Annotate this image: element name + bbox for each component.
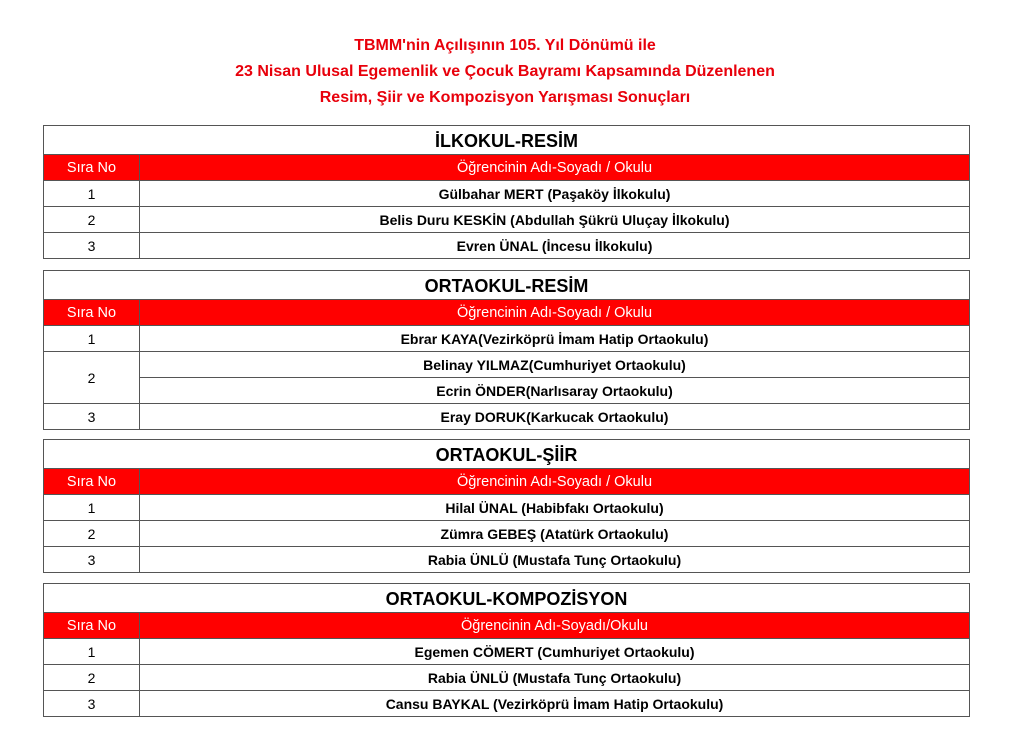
section-title: ORTAOKUL-RESİM xyxy=(44,271,970,300)
entry-cell: Eray DORUK(Karkucak Ortaokulu) xyxy=(140,404,970,430)
header-rank: Sıra No xyxy=(44,613,140,639)
table-row xyxy=(44,352,970,378)
header-rank: Sıra No xyxy=(44,300,140,326)
header-student: Öğrencinin Adı-Soyadı / Okulu xyxy=(140,155,970,181)
entry-cell: Belis Duru KESKİN (Abdullah Şükrü Uluçay İlkokulu) xyxy=(140,207,970,233)
entry-cell: Gülbahar MERT (Paşaköy İlkokulu) xyxy=(140,181,970,207)
table-row xyxy=(44,233,970,259)
title-line-2: 23 Nisan Ulusal Egemenlik ve Çocuk Bayramı Kapsamında Düzenlenen xyxy=(235,63,775,80)
table-row xyxy=(44,404,970,430)
entry-cell: Hilal ÜNAL (Habibfakı Ortaokulu) xyxy=(140,495,970,521)
results-table xyxy=(43,125,970,259)
entry-cell: Egemen CÖMERT (Cumhuriyet Ortaokulu) xyxy=(140,639,970,665)
entry-cell: Rabia ÜNLÜ (Mustafa Tunç Ortaokulu) xyxy=(140,547,970,573)
entry-cell: Belinay YILMAZ(Cumhuriyet Ortaokulu) xyxy=(140,352,970,378)
header-rank: Sıra No xyxy=(44,469,140,495)
rank-cell: 3 xyxy=(44,691,140,717)
entry-cell: Zümra GEBEŞ (Atatürk Ortaokulu) xyxy=(140,521,970,547)
header-rank: Sıra No xyxy=(44,155,140,181)
table-row xyxy=(44,326,970,352)
rank-cell: 3 xyxy=(44,404,140,430)
table-row xyxy=(44,639,970,665)
entry-cell: Cansu BAYKAL (Vezirköprü İmam Hatip Ortaokulu) xyxy=(140,691,970,717)
title-line-3: Resim, Şiir ve Kompozisyon Yarışması Sonuçları xyxy=(319,89,691,106)
header-student: Öğrencinin Adı-Soyadı/Okulu xyxy=(140,613,970,639)
rank-cell: 1 xyxy=(44,181,140,207)
section-ortaokul-resim xyxy=(43,270,970,430)
rank-cell: 1 xyxy=(44,495,140,521)
entry-cell: Ecrin ÖNDER(Narlısaray Ortaokulu) xyxy=(140,378,970,404)
section-ilkokul-resim xyxy=(43,125,970,259)
header-student: Öğrencinin Adı-Soyadı / Okulu xyxy=(140,300,970,326)
rank-cell: 3 xyxy=(44,233,140,259)
title-line-1: TBMM'nin Açılışının 105. Yıl Dönümü ile xyxy=(354,37,656,54)
table-row xyxy=(44,665,970,691)
results-table xyxy=(43,583,970,717)
rank-cell: 2 xyxy=(44,665,140,691)
section-ortaokul-siir xyxy=(43,439,970,573)
table-row xyxy=(44,495,970,521)
table-row xyxy=(44,547,970,573)
table-row xyxy=(44,207,970,233)
header-student: Öğrencinin Adı-Soyadı / Okulu xyxy=(140,469,970,495)
entry-cell: Evren ÜNAL (İncesu İlkokulu) xyxy=(140,233,970,259)
entry-cell: Rabia ÜNLÜ (Mustafa Tunç Ortaokulu) xyxy=(140,665,970,691)
section-title: ORTAOKUL-ŞİİR xyxy=(44,440,970,469)
section-title: İLKOKUL-RESİM xyxy=(44,126,970,155)
table-row xyxy=(44,691,970,717)
entry-cell: Ebrar KAYA(Vezirköprü İmam Hatip Ortaokulu) xyxy=(140,326,970,352)
table-row xyxy=(44,521,970,547)
table-row xyxy=(44,378,970,404)
table-row xyxy=(44,181,970,207)
section-title: ORTAOKUL-KOMPOZİSYON xyxy=(44,584,970,613)
rank-cell: 2 xyxy=(44,521,140,547)
results-table xyxy=(43,439,970,573)
section-ortaokul-kompozisyon xyxy=(43,583,970,717)
document-title xyxy=(0,33,1010,111)
results-table xyxy=(43,270,970,430)
rank-cell: 2 xyxy=(44,352,140,404)
rank-cell: 2 xyxy=(44,207,140,233)
rank-cell: 1 xyxy=(44,639,140,665)
rank-cell: 1 xyxy=(44,326,140,352)
rank-cell: 3 xyxy=(44,547,140,573)
